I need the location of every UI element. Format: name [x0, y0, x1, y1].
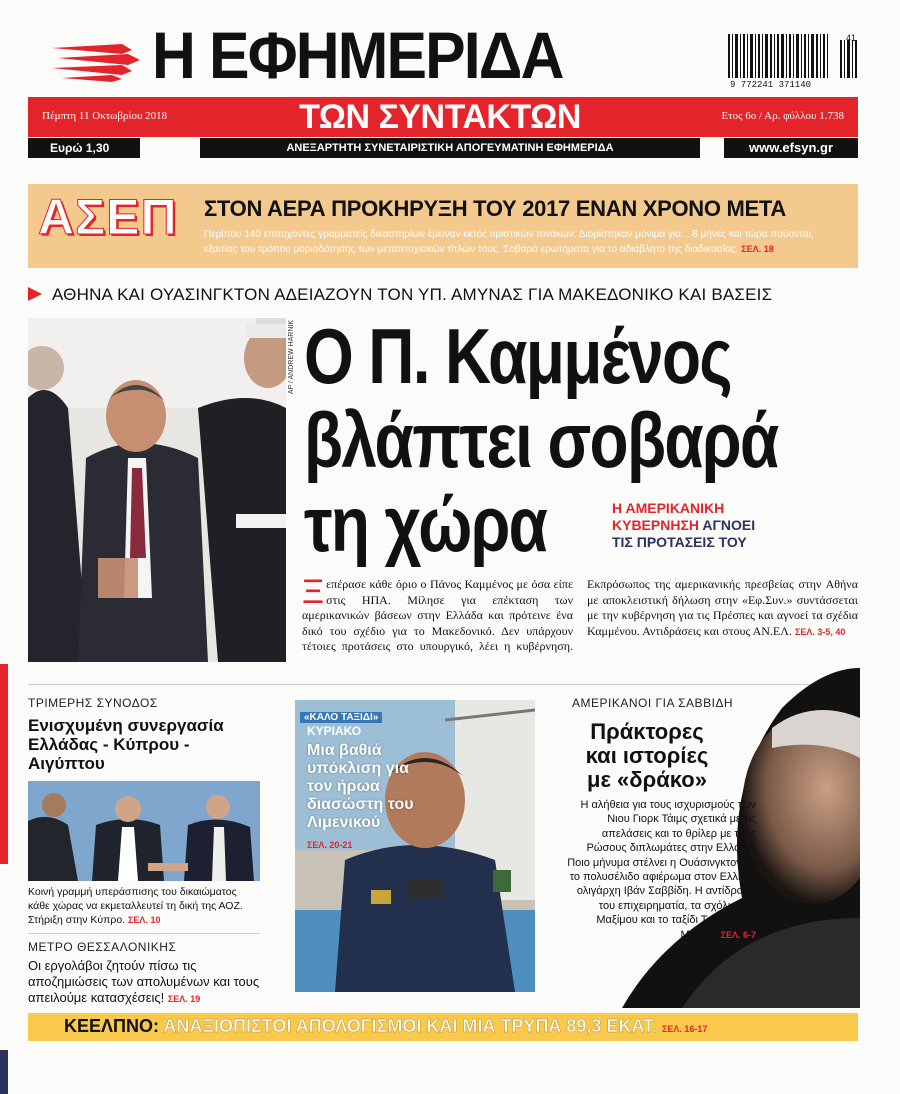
lead-kicker: ΑΘΗΝΑ ΚΑΙ ΟΥΑΣΙΝΓΚΤΟΝ ΑΔΕΙΑΖΟΥΝ ΤΟΝ ΥΠ. ΑΜΥΝΑΣ ΓΙΑ ΜΑΚΕΔΟΝΙΚΟ ΚΑΙ ΒΑΣΕΙΣ — [28, 285, 772, 305]
left-column — [28, 696, 260, 1007]
story2-page-ref: ΣΕΛ. 19 — [167, 994, 201, 1004]
issue-number: Ετος 6ο / Αρ. φύλλου 1.738 — [721, 110, 844, 122]
newspaper-title: Η ΕΦΗΜΕΡΙΔΑ — [152, 18, 563, 92]
newspaper-subtitle: ΤΩΝ ΣΥΝΤΑΚΤΩΝ — [299, 98, 581, 136]
story4-page-ref: ΣΕΛ. 6-7 — [720, 929, 756, 940]
asep-headline: ΣΤΟΝ ΑΕΡΑ ΠΡΟΚΗΡΥΞΗ ΤΟΥ 2017 ΕΝΑΝ ΧΡΟΝΟ ΜΕΤΑ — [204, 196, 786, 221]
bottom-label: ΚΕΕΛΠΝΟ: — [64, 1016, 160, 1036]
feature-category: ΚΥΡΙΑΚΟ — [307, 724, 362, 738]
story1-headline[interactable]: Ενισχυμένη συνεργασία Ελλάδας - Κύπρου - Αιγύπτου — [28, 716, 224, 773]
tagline: ΑΝΕΞΑΡΤΗΤΗ ΣΥΝΕΤΑΙΡΙΣΤΙΚΗ ΑΠΟΓΕΥΜΑΤΙΝΗ ΕΦΗΜΕΡΙΔΑ — [200, 138, 700, 158]
barcode-number: 9 772241 371140 — [730, 80, 812, 90]
info-bar — [28, 138, 858, 158]
summit-photo-illustration — [28, 781, 260, 881]
arrow-icon — [28, 287, 42, 301]
barcode-addon: 41 — [846, 33, 857, 43]
right-column — [560, 696, 860, 1012]
story4-section: ΑΜΕΡΙΚΑΝΟΙ ΓΙΑ ΣΑΒΒΙΔΗ — [572, 696, 734, 710]
barcode — [728, 34, 858, 86]
bottom-page-ref: ΣΕΛ. 16-17 — [662, 1024, 708, 1034]
asep-box[interactable] — [28, 184, 858, 268]
issue-date: Πέμπτη 11 Οκτωβρίου 2018 — [42, 110, 168, 122]
lead-photo[interactable] — [28, 318, 286, 662]
masthead — [30, 18, 860, 96]
bottom-banner[interactable] — [28, 1013, 858, 1041]
middle-feature[interactable] — [295, 700, 535, 992]
price: Ευρώ 1,30 — [28, 138, 140, 158]
story2-section: ΜΕΤΡΟ ΘΕΣΣΑΛΟΝΙΚΗΣ — [28, 940, 177, 954]
story4-headline[interactable]: Πράκτορες και ιστορίες με «δράκο» — [585, 719, 709, 792]
edge-strip — [0, 664, 8, 864]
feather-logo-icon — [52, 38, 142, 82]
asep-label: ΑΣΕΠ — [38, 189, 178, 245]
lead-headline[interactable]: Ο Π. Καμμένος βλάπτει σοβαρά τη χώρα — [304, 312, 778, 568]
lead-body: Ξεπέρασε κάθε όριο ο Πάνος Καμμένος με όσα είπε στις ΗΠΑ. Μίλησε για επέκταση των αμερικανικών βάσεων στην Ελλάδα και πρότεινε ένα δικό του σχέδιο για το Μακεδονικό. Δεν υπάρχουν τέτοιες προτάσεις στο υπουργικό, λέει η κυβέρνηση. Εκπρόσωπος της αμερικανικής πρεσβείας στην Αθήνα με αποκλειστική δήλωση στην «Εφ.Συν.» συντάσσεται με την κυβέρνηση για τις Πρέσπες και αγνοεί τα σχέδια Καμμένου. Αντιδράσεις και στους ΑΝ.ΕΛ. ΣΕΛ. 3-5, 40 — [302, 573, 858, 653]
feature-badge: «ΚΑΛΟ ΤΑΞΙΔΙ» — [300, 712, 382, 723]
story1-section: ΤΡΙΜΕΡΗΣ ΣΥΝΟΔΟΣ — [28, 696, 158, 710]
story1-page-ref: ΣΕΛ. 10 — [128, 915, 161, 925]
story4-body: Η αλήθεια για τους ισχυρισμούς των Νιου Γιορκ Τάιμς σχετικά με τις απελάσεις και το θρίλερ με τους Ρώσους διπλωμάτες στην Ελλάδα. Ποιο μήνυμα στέλνει η Ουάσινγκτον με το πολυσέλιδο αφιέρωμα στον Ελληνα ολιγάρχη Ιβάν Σαββίδη. Η αντίδραση του επιχειρηματία, τα σχόλια του Μαξίμου και το ταξίδι Τσίπρα στη Μόσχα. ΣΕΛ. 6-7 — [567, 799, 756, 941]
story1-photo[interactable] — [28, 781, 260, 881]
bottom-text: ΑΝΑΞΙΟΠΙΣΤΟΙ ΑΠΟΛΟΓΙΣΜΟΙ ΚΑΙ ΜΙΑ ΤΡΥΠΑ 89,3 ΕΚΑΤ. — [163, 1016, 657, 1036]
asep-page-ref: ΣΕΛ. 18 — [741, 244, 774, 254]
lead-photo-illustration — [28, 318, 286, 662]
subtitle-bar — [28, 97, 858, 137]
story1-caption: Κοινή γραμμή υπεράσπισης του δικαιώματος κάθε χώρας να εκμεταλλευτεί τη δική της ΑΟΖ. Στήριξη στην Κύπρο. ΣΕΛ. 10 — [28, 886, 243, 926]
divider — [28, 933, 260, 934]
story2-headline[interactable]: Οι εργολάβοι ζητούν πίσω τις αποζημιώσεις των απολυμένων και τους απειλούμε κατασχέσεις! ΣΕΛ. 19 — [28, 958, 260, 1005]
feature-headline: Μια βαθιά υπόκλιση για τον ήρωα διασώστη του Λιμενικού — [307, 742, 414, 831]
feature-page-ref: ΣΕΛ. 20-21 — [307, 840, 353, 850]
website-link[interactable]: www.efsyn.gr — [724, 138, 858, 158]
edge-strip — [0, 1050, 8, 1094]
dropcap: Ξ — [302, 573, 325, 611]
photo-credit: AP / ANDREW HARNIK — [288, 320, 295, 395]
lead-deck: Η ΑΜΕΡΙΚΑΝΙΚΗ ΚΥΒΕΡΝΗΣΗ ΑΓΝΟΕΙ ΤΙΣ ΠΡΟΤΑΣΕΙΣ ΤΟΥ — [612, 500, 756, 550]
asep-body: Περίπου 140 επιτυχόντες γραμματείς δικαστηρίων έμειναν εκτός οριστικών πινάκων. Διορίστηκαν μόνιμα για... 8 μήνες και τώρα παύονται, εξαιτίας του τρόπου μοριοδότησης των μεταπτυχιακών τίτλων τους. Σοβαρά ερωτήματα για το αδιάβλητο της διαδικασίας. ΣΕΛ. 18 — [204, 229, 814, 255]
lead-page-ref: ΣΕΛ. 3-5, 40 — [794, 626, 846, 637]
